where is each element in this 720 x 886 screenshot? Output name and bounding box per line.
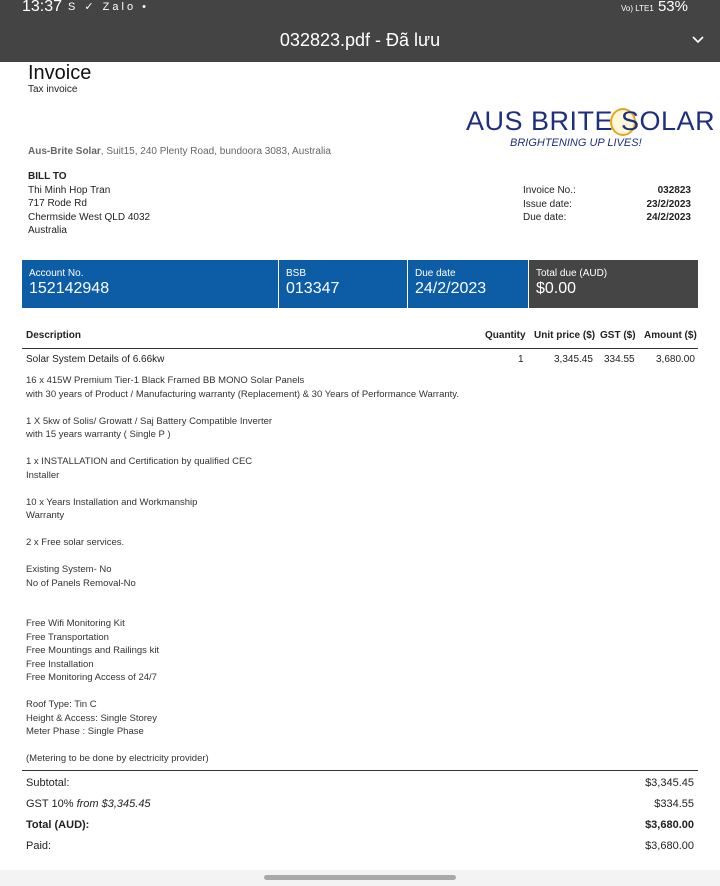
detail-line: Free Transportation [26,631,109,643]
bill-to-line: Thi Minh Hop Tran [28,184,111,196]
detail-line: Existing System- No [26,564,112,575]
bill-to-line: Australia [28,225,67,236]
detail-line: Installer [26,469,60,481]
account-number-cell [22,260,279,308]
system-nav-bar [0,870,720,886]
logo-tagline: BRIGHTENING UP LIVES! [510,137,642,149]
summary-value: 013347 [286,280,340,297]
col-gst: GST ($) [600,330,636,341]
line-quantity: 1 [518,354,524,365]
paid-label: Paid: [26,840,52,852]
bill-to-line: Chermside West QLD 4032 [28,211,151,223]
logo-text: AUS BRITE SOLAR [466,106,716,136]
company-logo [466,106,716,156]
payment-summary-band [22,260,698,308]
company-info [28,146,331,157]
detail-line: 2 x Free solar services. [26,537,125,548]
detail-line: No of Panels Removal-No [26,577,136,589]
gst-label [26,798,151,810]
detail-line [26,685,486,699]
notification-icons: S ✓ Zalo • [68,1,149,13]
battery-level: 53% [657,0,688,15]
company-address: , Suit15, 240 Plenty Road, bundoora 3083, Australia [100,146,331,157]
detail-line: with 30 years of Product / Manufacturing warranty (Replacement) & 30 Years of Performance Warranty. [26,388,459,400]
invoice-meta [523,184,691,225]
detail-line: 1 x INSTALLATION and Certification by qualified CEC [26,456,253,467]
col-description: Description [26,330,82,341]
detail-line: 10 x Years Installation and Workmanship [26,496,198,508]
detail-line [26,401,486,415]
total-label: Total (AUD): [26,819,90,831]
meta-label: Issue date: [523,198,572,210]
company-name: Aus-Brite Solar [28,146,101,157]
detail-line: Roof Type: Tin C [26,699,97,710]
invoice-number: 032823 [657,185,691,196]
detail-line: Free Installation [26,658,94,670]
total-due-cell [529,260,698,308]
chevron-down-icon[interactable] [692,34,704,46]
meta-label: Invoice No.: [523,185,576,196]
tax-invoice-label: Tax invoice [28,84,78,95]
summary-value: 24/2/2023 [415,280,487,297]
line-gst: 334.55 [604,354,635,365]
document-title[interactable]: 032823.pdf - Đã lưu [279,30,441,50]
detail-line: (Metering to be done by electricity provider) [26,753,209,764]
issue-date: 23/2/2023 [646,198,691,210]
detail-line: Free Wifi Monitoring Kit [26,618,125,629]
detail-line [26,739,486,753]
detail-line: with 15 years warranty ( Single P ) [26,429,171,440]
detail-line [26,523,486,537]
summary-value: 152142948 [29,280,110,297]
line-description: Solar System Details of 6.66kw [26,354,165,365]
col-amount: Amount ($) [644,330,697,341]
summary-caption: BSB [286,268,307,279]
summary-caption: Due date [415,268,456,279]
line-unit-price: 3,345.45 [554,354,593,365]
subtotal-value: $3,345.45 [645,777,694,789]
line-amount: 3,680.00 [656,354,695,365]
meta-label: Due date: [523,212,567,223]
detail-line: Height & Access: Single Storey [26,712,157,724]
due-date: 24/2/2023 [646,212,691,223]
col-quantity: Quantity [485,330,526,341]
detail-line: Free Mountings and Railings kit [26,645,160,656]
home-gesture-handle[interactable] [264,875,456,880]
gst-rate: GST 10% [26,798,74,810]
detail-line [26,482,486,496]
total-value: $3,680.00 [645,819,694,831]
summary-caption: Total due (AUD) [536,268,608,279]
status-bar [0,0,720,18]
invoice-heading: Invoice [28,62,92,84]
bill-to-label: BILL TO [28,171,67,182]
due-date-cell [408,260,529,308]
summary-value: $0.00 [536,280,577,297]
signal-icon: Vo) LTE1 [621,4,654,13]
detail-line [26,442,486,456]
totals-section [22,770,698,855]
bill-to-line: 717 Rode Rd [28,198,87,209]
bsb-cell [279,260,408,308]
line-details [26,374,486,766]
detail-line: Warranty [26,510,65,521]
bill-to [28,170,150,238]
col-unit-price: Unit price ($) [534,330,596,341]
gst-from: from $3,345.45 [76,798,151,810]
detail-line: Free Monitoring Access of 24/7 [26,672,157,683]
gst-value: $334.55 [654,798,694,810]
table-header [22,326,698,349]
invoice-page [0,62,720,870]
status-right [621,0,688,15]
subtotal-label: Subtotal: [26,777,70,789]
viewer-header [0,0,720,62]
detail-line: 1 X 5kw of Solis/ Growatt / Saj Battery Compatible Inverter [26,415,273,427]
detail-line: Meter Phase : Single Phase [26,726,144,737]
status-time: 13:37 [22,0,63,15]
summary-caption: Account No. [29,268,84,279]
paid-value: $3,680.00 [645,840,694,852]
detail-line [26,604,486,618]
detail-line: 16 x 415W Premium Tier-1 Black Framed BB MONO Solar Panels [26,375,305,386]
detail-line [26,590,486,604]
detail-line [26,550,486,564]
